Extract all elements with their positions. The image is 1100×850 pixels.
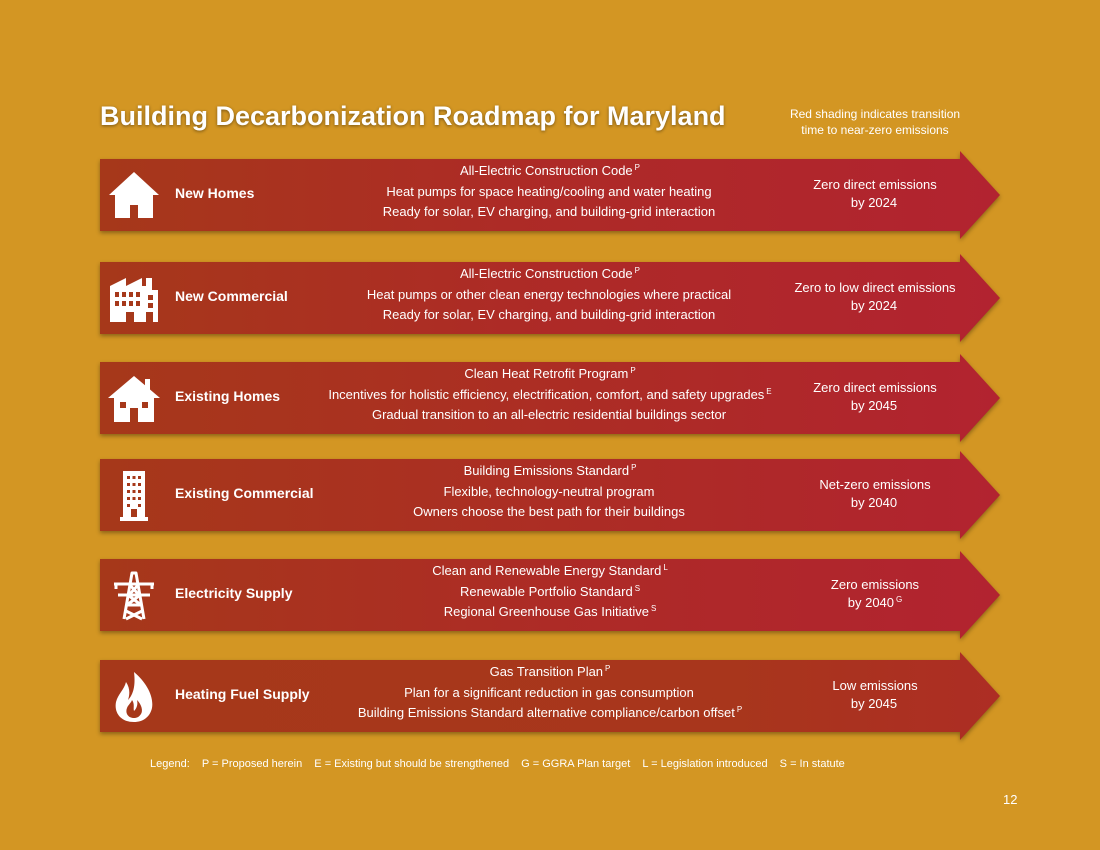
factory-building-icon [106,270,162,326]
row-target: Zero emissions by 2040 $^G$ [830,577,920,610]
row-actions [295,364,805,426]
action-line: Clean and Renewable Energy Standard $^L$ [432,563,668,578]
legend-label: Legend: [150,758,190,770]
action-line: Gradual transition to an all-electric residential buildings sector [371,407,727,422]
transmission-tower-icon [106,567,162,623]
row-actions [295,161,805,223]
action-line: Heat pumps or other clean energy technologies where practical [366,286,732,302]
row-target: Zero to low direct emissions by 2024 [794,280,956,313]
row-label: New Commercial [175,288,288,304]
row-target: Zero direct emissions by 2024 [813,177,937,210]
row-actions [295,264,805,326]
row-label: Existing Homes [175,388,281,404]
action-line: Clean Heat Retrofit Program $^P$ [464,366,636,381]
roadmap-row-electricity-supply [100,551,1000,639]
office-tower-icon [106,467,162,523]
roadmap-row-existing-homes [100,354,1000,442]
shading-note-line2: time to near-zero emissions [801,123,949,137]
action-line: All-Electric Construction Code $^P$ [459,266,641,281]
action-line: All-Electric Construction Code $^P$ [459,163,641,178]
roadmap-row-heating-fuel-supply [100,652,1000,740]
house-icon [106,167,162,223]
flame-icon [106,668,162,724]
legend-item: S = In statute [779,758,845,770]
legend-item: P = Proposed herein [201,758,303,770]
row-actions [295,561,805,623]
legend-item: E = Existing but should be strengthened [314,758,510,770]
row-label: New Homes [175,185,255,201]
row-label: Electricity Supply [175,585,293,601]
shading-note [770,106,980,138]
action-line: Regional Greenhouse Gas Initiative $^S$ [443,604,657,619]
shading-note-line1: Red shading indicates transition [789,107,961,121]
legend [150,758,854,770]
action-line: Flexible, technology-neutral program [443,483,655,499]
action-line: Incentives for holistic efficiency, electrification, comfort, and safety upgrades $^E$ [328,386,772,402]
roadmap-row-existing-commercial [100,451,1000,539]
row-target: Zero direct emissions by 2045 [813,380,937,413]
row-actions [295,662,805,724]
row-label: Heating Fuel Supply [175,686,310,702]
action-line: Owners choose the best path for their buildings [413,504,685,519]
page-title: Building Decarbonization Roadmap for Maryland [100,101,726,131]
house-with-chimney-icon [106,370,162,426]
action-line: Renewable Portfolio Standard $^S$ [459,583,641,599]
row-target: Low emissions by 2045 [832,678,918,711]
legend-item: L = Legislation introduced [642,758,768,770]
action-line: Ready for solar, EV charging, and building-grid interaction [382,204,716,219]
action-line: Heat pumps for space heating/cooling and water heating [386,183,712,199]
page-number: 12 [1003,792,1018,807]
legend-item: G = GGRA Plan target [521,758,631,770]
row-target: Net-zero emissions by 2040 [819,477,931,510]
action-line: Plan for a significant reduction in gas consumption [404,684,694,700]
roadmap-row-new-commercial [100,254,1000,342]
action-line: Building Emissions Standard alternative compliance/carbon offset $^P$ [357,705,743,720]
action-line: Gas Transition Plan $^P$ [489,664,611,679]
roadmap-row-new-homes [100,151,1000,239]
row-actions [295,461,805,523]
action-line: Building Emissions Standard $^P$ [463,463,637,478]
row-label: Existing Commercial [175,485,314,501]
action-line: Ready for solar, EV charging, and building-grid interaction [382,307,716,322]
